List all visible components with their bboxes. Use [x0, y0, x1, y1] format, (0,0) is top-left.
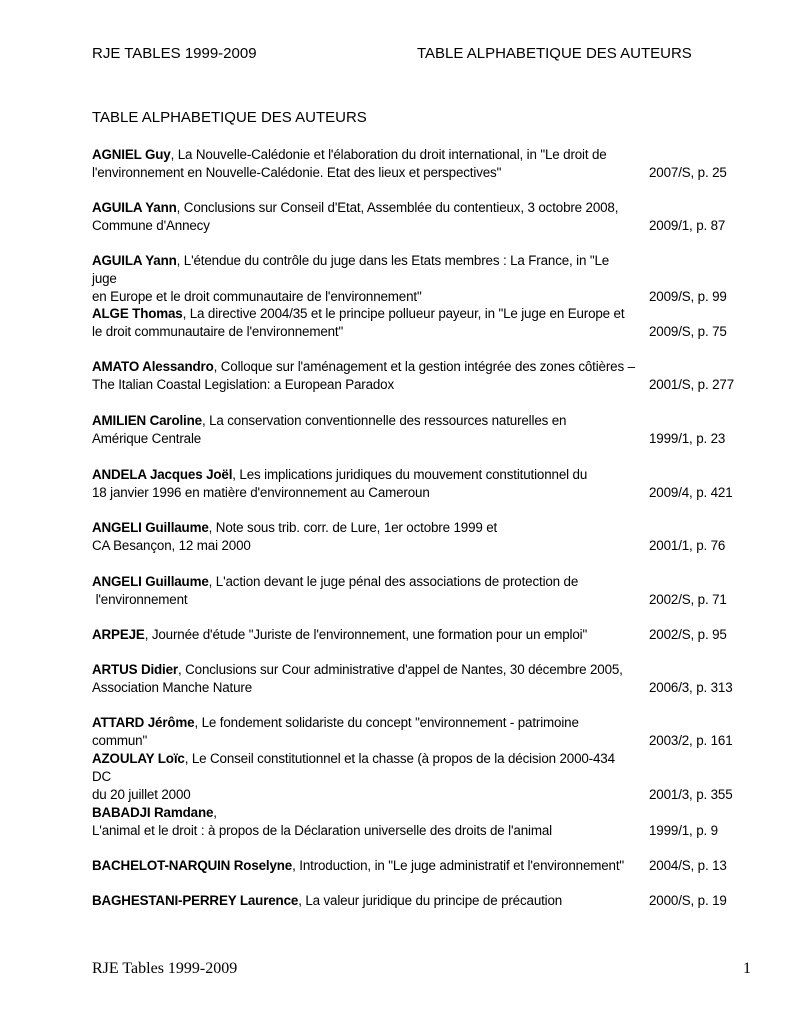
- entry-reference: 2009/4, p. 421: [649, 485, 733, 500]
- entry-title-line: Commune d'Annecy: [92, 218, 210, 233]
- author-entry: [92, 750, 742, 804]
- entry-author: BABADJI Ramdane: [92, 805, 214, 820]
- entry-title-line: 18 janvier 1996 en matière d'environnement au Cameroun: [92, 485, 430, 500]
- entry-author: AMATO Alessandro: [92, 359, 214, 374]
- running-footer-left: RJE Tables 1999-2009: [92, 960, 238, 977]
- entry-reference: 2002/S, p. 95: [649, 627, 727, 642]
- entry-reference: 2001/3, p. 355: [649, 787, 733, 802]
- entry-author: ATTARD Jérôme: [92, 715, 195, 730]
- entry-title-line: , La Nouvelle-Calédonie et l'élaboration du droit international, in "Le droit de: [170, 147, 607, 162]
- entry-title-line: le droit communautaire de l'environnement": [92, 324, 344, 339]
- entry-author: ANDELA Jacques Joël: [92, 467, 233, 482]
- entry-reference: 2001/S, p. 277: [649, 377, 735, 392]
- entry-title-line: , La directive 2004/35 et le principe pollueur payeur, in "Le juge en Europe et: [182, 306, 625, 321]
- running-header-left: RJE TABLES 1999-2009: [92, 45, 257, 62]
- entry-title-line: , Le Conseil constitutionnel et la chasse (à propos de la décision 2000-434 DC: [92, 751, 615, 784]
- entry-reference: 1999/1, p. 9: [649, 823, 718, 838]
- entry-reference: 2009/S, p. 75: [649, 324, 727, 339]
- author-entry: [92, 305, 742, 341]
- entry-title-line: , Journée d'étude "Juriste de l'environnement, une formation pour un emploi": [144, 627, 588, 642]
- author-entry: [92, 857, 742, 875]
- entry-title-line: , Note sous trib. corr. de Lure, 1er octobre 1999 et: [208, 520, 498, 535]
- entry-title-line: Association Manche Nature: [92, 680, 252, 695]
- author-entry: [92, 573, 742, 609]
- section-title: TABLE ALPHABETIQUE DES AUTEURS: [92, 109, 367, 126]
- entry-author: ARPEJE: [92, 627, 145, 642]
- entry-reference: 2009/S, p. 99: [649, 289, 727, 304]
- entry-author: BACHELOT-NARQUIN Roselyne: [92, 858, 293, 873]
- running-header-right: TABLE ALPHABETIQUE DES AUTEURS: [417, 45, 692, 62]
- entry-title-line: , Le fondement solidariste du concept "environnement - patrimoine commun": [92, 715, 579, 748]
- entry-reference: 2002/S, p. 71: [649, 592, 727, 607]
- author-entry: [92, 358, 742, 394]
- entry-reference: 2000/S, p. 19: [649, 893, 727, 908]
- entry-title-line: , L'action devant le juge pénal des associations de protection de: [208, 574, 579, 589]
- entry-reference: 2003/2, p. 161: [649, 733, 733, 748]
- entry-title-line: du 20 juillet 2000: [92, 787, 191, 802]
- entry-title-line: , Conclusions sur Conseil d'Etat, Assemblée du contentieux, 3 octobre 2008,: [176, 200, 619, 215]
- entry-author: AZOULAY Loïc: [92, 751, 185, 766]
- entry-title-line: L'animal et le droit : à propos de la Déclaration universelle des droits de l'animal: [92, 823, 552, 838]
- entry-title-line: , L'étendue du contrôle du juge dans les Etats membres : La France, in "Le juge: [92, 253, 610, 286]
- entry-author: ANGELI Guillaume: [92, 520, 209, 535]
- entry-title-line: , La valeur juridique du principe de précaution: [298, 893, 563, 908]
- entry-author: ARTUS Didier: [92, 662, 178, 677]
- entry-title-line: , La conservation conventionnelle des ressources naturelles en: [201, 413, 567, 428]
- entry-title-line: , Introduction, in "Le juge administratif et l'environnement": [292, 858, 625, 873]
- entry-reference: 2007/S, p. 25: [649, 165, 727, 180]
- entry-author: AMILIEN Caroline: [92, 413, 202, 428]
- author-entry: [92, 626, 742, 644]
- entry-author: AGNIEL Guy: [92, 147, 171, 162]
- author-entry: [92, 199, 742, 235]
- entry-title-line: l'environnement: [92, 592, 188, 607]
- page-number: 1: [743, 960, 751, 977]
- entry-title-line: CA Besançon, 12 mai 2000: [92, 538, 251, 553]
- entry-reference: 2004/S, p. 13: [649, 858, 727, 873]
- author-entry: [92, 519, 742, 555]
- entry-title-line: ,: [213, 805, 217, 820]
- entry-title-line: , Colloque sur l'aménagement et la gestion intégrée des zones côtières –: [213, 359, 635, 374]
- author-entry: [92, 146, 742, 182]
- entry-title-line: The Italian Coastal Legislation: a European Paradox: [92, 377, 395, 392]
- entry-title-line: l'environnement en Nouvelle-Calédonie. Etat des lieux et perspectives": [92, 165, 502, 180]
- entry-reference: 2006/3, p. 313: [649, 680, 733, 695]
- entry-author: AGUILA Yann: [92, 200, 177, 215]
- entry-title-line: en Europe et le droit communautaire de l'environnement": [92, 289, 422, 304]
- author-entry: [92, 892, 742, 910]
- author-entry: [92, 466, 742, 502]
- author-entry: [92, 714, 742, 750]
- author-entry: [92, 412, 742, 448]
- entry-title-line: Amérique Centrale: [92, 431, 202, 446]
- author-entry: [92, 252, 742, 306]
- author-entry: [92, 661, 742, 697]
- entry-reference: 1999/1, p. 23: [649, 431, 726, 446]
- entry-reference: 2001/1, p. 76: [649, 538, 726, 553]
- entry-author: BAGHESTANI-PERREY Laurence: [92, 893, 299, 908]
- entry-title-line: , Conclusions sur Cour administrative d'appel de Nantes, 30 décembre 2005,: [178, 662, 623, 677]
- entry-author: ALGE Thomas: [92, 306, 183, 321]
- entry-title-line: , Les implications juridiques du mouvement constitutionnel du: [232, 467, 588, 482]
- entry-reference: 2009/1, p. 87: [649, 218, 726, 233]
- entry-author: ANGELI Guillaume: [92, 574, 209, 589]
- entry-author: AGUILA Yann: [92, 253, 177, 268]
- author-entry: [92, 804, 742, 840]
